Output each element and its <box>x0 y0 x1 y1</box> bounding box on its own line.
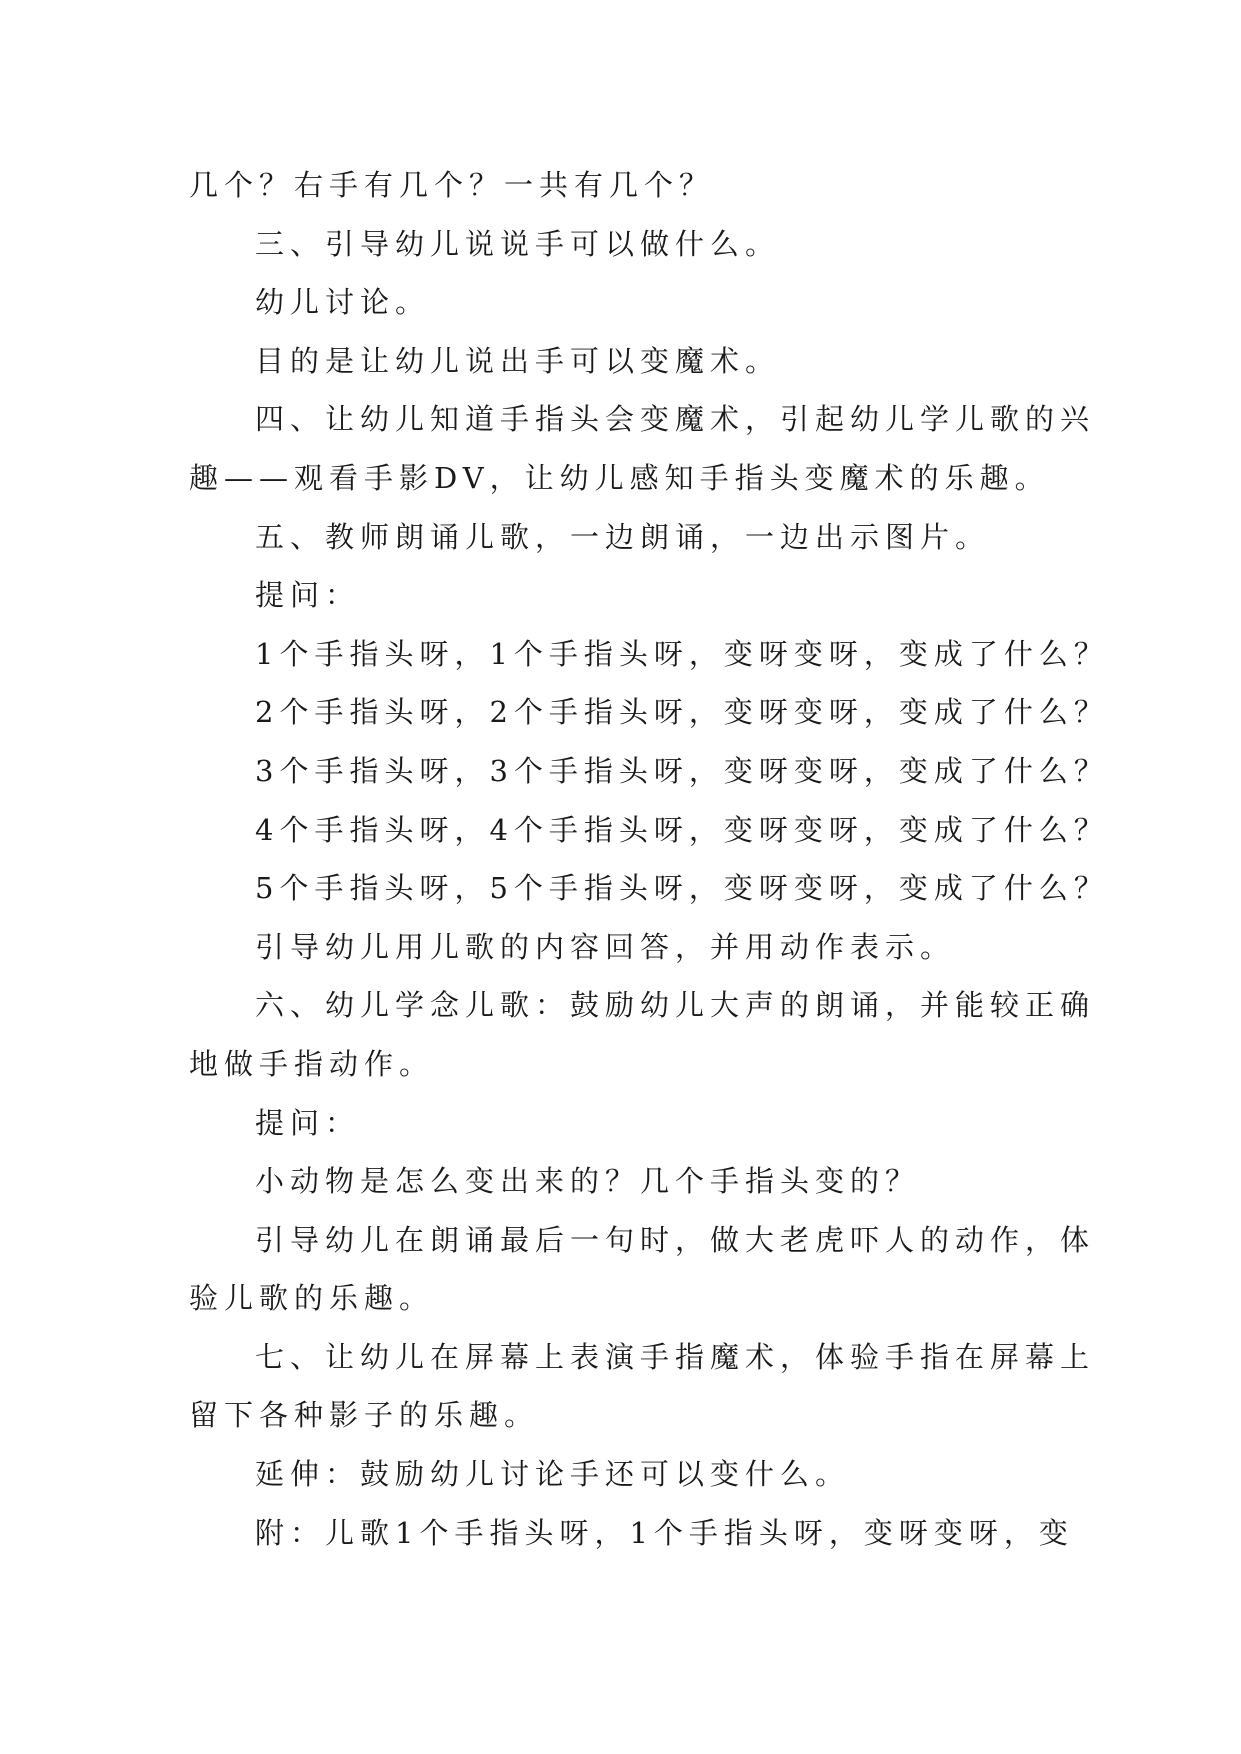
section-heading-5: 五、教师朗诵儿歌，一边朗诵，一边出示图片。 <box>255 519 991 554</box>
section-heading-4: 四、让幼儿知道手指头会变魔术，引起幼儿学儿歌的兴 <box>255 402 1096 437</box>
text-line: 幼儿讨论。 <box>255 285 431 320</box>
text-line: 验儿歌的乐趣。 <box>189 1281 435 1316</box>
rhyme-line: 3个手指头呀，3个手指头呀，变呀变呀，变成了什么？ <box>255 753 1109 788</box>
appendix-line: 附：儿歌1个手指头呀，1个手指头呀，变呀变呀，变 <box>255 1515 1074 1550</box>
section-heading-3: 三、引导幼儿说说手可以做什么。 <box>255 226 781 261</box>
rhyme-line: 5个手指头呀，5个手指头呀，变呀变呀，变成了什么？ <box>255 871 1109 906</box>
text-line: 趣——观看手影DV，让幼儿感知手指头变魔术的乐趣。 <box>189 460 1050 495</box>
rhyme-line: 2个手指头呀，2个手指头呀，变呀变呀，变成了什么？ <box>255 695 1109 730</box>
section-heading-6: 六、幼儿学念儿歌：鼓励幼儿大声的朗诵，并能较正确 <box>255 988 1096 1023</box>
document-body <box>189 156 1109 1562</box>
text-line: 小动物是怎么变出来的？几个手指头变的？ <box>255 1164 921 1199</box>
text-line: 引导幼儿在朗诵最后一句时，做大老虎吓人的动作，体 <box>255 1222 1096 1257</box>
text-line: 地做手指动作。 <box>189 1046 435 1081</box>
text-line: 引导幼儿用儿歌的内容回答，并用动作表示。 <box>255 929 956 964</box>
rhyme-line: 1个手指头呀，1个手指头呀，变呀变呀，变成了什么？ <box>255 636 1109 671</box>
text-line: 几个？右手有几个？一共有几个？ <box>189 168 715 202</box>
question-label: 提问： <box>255 1105 361 1140</box>
question-label: 提问： <box>255 578 361 613</box>
extension-line: 延伸：鼓励幼儿讨论手还可以变什么。 <box>255 1457 851 1492</box>
section-heading-7: 七、让幼儿在屏幕上表演手指魔术，体验手指在屏幕上 <box>255 1339 1096 1374</box>
rhyme-line: 4个手指头呀，4个手指头呀，变呀变呀，变成了什么？ <box>255 812 1109 847</box>
text-line: 留下各种影子的乐趣。 <box>189 1398 540 1433</box>
text-line: 目的是让幼儿说出手可以变魔术。 <box>255 343 781 378</box>
